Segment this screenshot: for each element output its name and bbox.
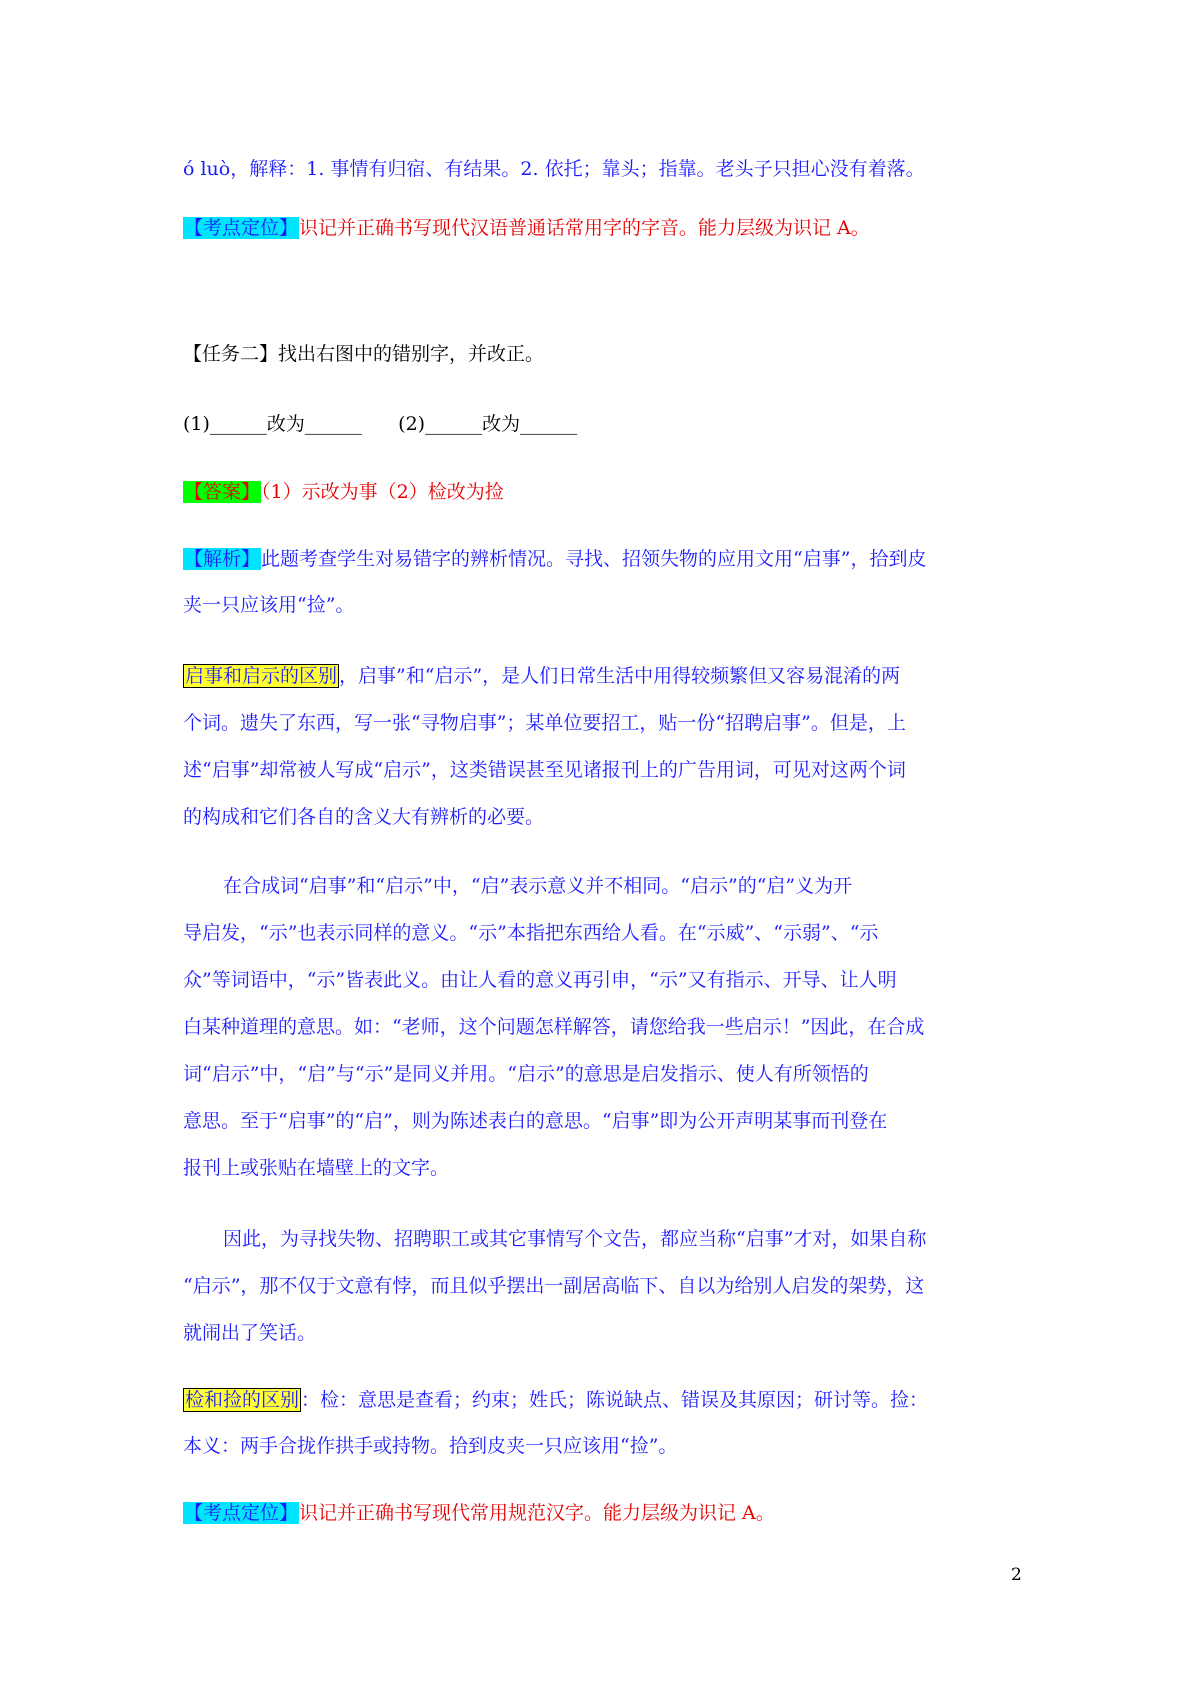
answer-tag: 【答案】 xyxy=(184,481,261,503)
distinction-text: ，启事”和“启示”，是人们日常生活中用得较频繁但又容易混淆的两 xyxy=(339,665,901,687)
paragraph-line xyxy=(183,965,897,995)
paragraph-text: 众”等词语中，“示”皆表此义。由让人看的意义再引申，“示”又有指示、开导、让人明 xyxy=(183,969,897,991)
fill-blank-line xyxy=(183,409,577,439)
analysis-text-cont: 夹一只应该用“捡”。 xyxy=(183,594,355,616)
task-heading xyxy=(183,339,544,369)
answer-text: （1）示改为事（2）检改为捡 xyxy=(261,481,504,503)
analysis-tag: 【解析】 xyxy=(184,548,261,570)
paragraph-text: 白某种道理的意思。如：“老师，这个问题怎样解答，请您给我一些启示！”因此，在合成 xyxy=(183,1016,925,1038)
paragraph-line xyxy=(183,1498,775,1528)
exam-point-text: 识记并正确书写现代汉语普通话常用字的字音。能力层级为识记 A。 xyxy=(299,217,870,239)
exam-point-tag: 【考点定位】 xyxy=(184,217,299,239)
analysis-line xyxy=(183,544,926,574)
paragraph-line xyxy=(183,1012,924,1042)
paragraph-text: 本义：两手合拢作拱手或持物。拾到皮夹一只应该用“捡”。 xyxy=(183,1435,678,1457)
paragraph-line xyxy=(183,1106,887,1136)
paragraph-line xyxy=(183,802,544,832)
paragraph-text: 个词。遗失了东西，写一张“寻物启事”；某单位要招工，贴一份“招聘启事”。但是，上 xyxy=(183,712,906,734)
paragraph-line xyxy=(183,154,925,184)
paragraph-text: 述“启事”却常被人写成“启示”，这类错误甚至见诸报刊上的广告用词，可见对这两个词 xyxy=(183,759,906,781)
distinction-tag-jian: 检和捡的区别 xyxy=(185,1389,300,1411)
paragraph-line xyxy=(223,1224,926,1254)
paragraph-text: 意思。至于“启事”的“启”，则为陈述表白的意思。“启事”即为公开声明某事而刊登在 xyxy=(183,1110,888,1132)
distinction-text: ：检：意思是查看；约束；姓氏；陈说缺点、错误及其原因；研讨等。捡： xyxy=(301,1389,929,1411)
paragraph-text: 的构成和它们各自的含义大有辨析的必要。 xyxy=(183,806,545,828)
exam-point-text: 识记并正确书写现代常用规范汉字。能力层级为识记 A。 xyxy=(299,1502,775,1524)
paragraph-text: 导启发，“示”也表示同样的意义。“示”本指把东西给人看。在“示威”、“示弱”、“示 xyxy=(183,922,879,944)
paragraph-text: 就闹出了笑话。 xyxy=(183,1322,317,1344)
paragraph-text: 因此，为寻找失物、招聘职工或其它事情写个文告，都应当称“启事”才对，如果自称 xyxy=(223,1228,927,1250)
paragraph-line xyxy=(183,1059,869,1089)
paragraph-text: 报刊上或张贴在墙壁上的文字。 xyxy=(183,1157,450,1179)
paragraph-line xyxy=(183,755,906,785)
paragraph-line xyxy=(183,661,900,691)
paragraph-line xyxy=(183,918,878,948)
paragraph-line xyxy=(183,1153,449,1183)
paragraph-line xyxy=(183,708,906,738)
paragraph-line xyxy=(183,590,354,620)
analysis-text: 此题考查学生对易错字的辨析情况。寻找、招领失物的应用文用“启事”，拾到皮 xyxy=(261,548,927,570)
fill-blank-text: (1)______改为______ (2)______改为______ xyxy=(183,413,578,435)
task-heading-text: 【任务二】找出右图中的错别字，并改正。 xyxy=(183,343,545,365)
paragraph-line xyxy=(183,1431,677,1461)
paragraph-text: “启示”，那不仅于文意有悖，而且似乎摆出一副居高临下、自以为给别人启发的架势，这 xyxy=(183,1275,925,1297)
paragraph-line xyxy=(183,1318,316,1348)
exam-point-tag: 【考点定位】 xyxy=(184,1502,299,1524)
page-number: 2 xyxy=(1011,1565,1022,1585)
paragraph-text: 在合成词“启事”和“启示”中，“启”表示意义并不相同。“启示”的“启”义为开 xyxy=(223,875,853,897)
paragraph-line xyxy=(183,1271,924,1301)
pinyin-explanation-text: ó luò，解释：1. 事情有归宿、有结果。2. 依托；靠头；指靠。老头子只担心没有着落。 xyxy=(183,158,925,180)
distinction-tag-qishi: 启事和启示的区别 xyxy=(185,665,338,687)
paragraph-line xyxy=(183,1385,928,1415)
paragraph-line xyxy=(183,213,870,243)
answer-line xyxy=(183,477,504,507)
paragraph-line xyxy=(223,871,852,901)
paragraph-text: 词“启示”中，“启”与“示”是同义并用。“启示”的意思是启发指示、使人有所领悟的 xyxy=(183,1063,869,1085)
